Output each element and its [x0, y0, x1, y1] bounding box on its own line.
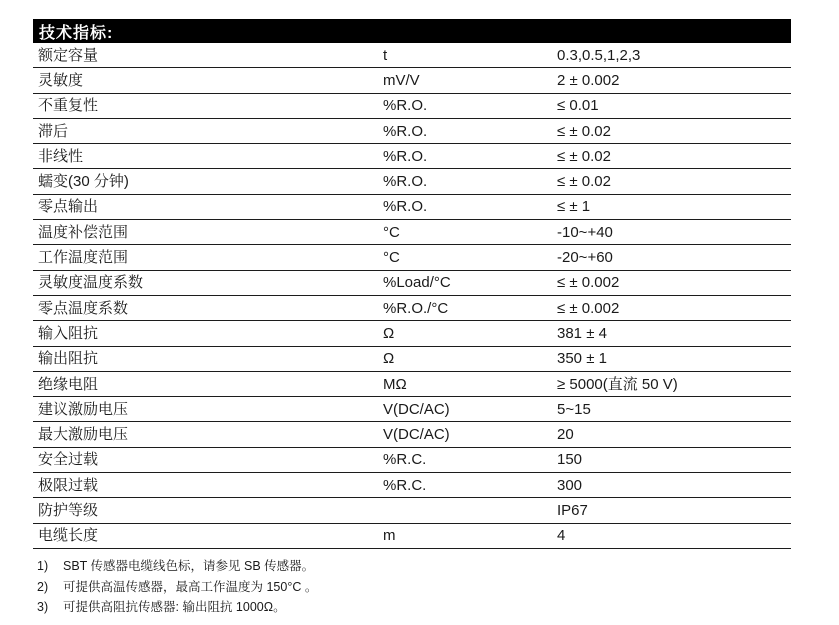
- table-row: [33, 296, 791, 321]
- parameter-value: ≤ ± 1: [557, 198, 591, 216]
- footnote-number: 1): [37, 559, 49, 573]
- parameter-value: ≤ 0.01: [557, 97, 599, 115]
- footnote-item: [37, 600, 317, 614]
- parameter-value: 0.3,0.5,1,2,3: [557, 46, 641, 64]
- parameter-unit: MΩ: [383, 375, 407, 393]
- parameter-name: 不重复性: [38, 97, 99, 115]
- parameter-unit: °C: [383, 223, 400, 241]
- parameter-unit: Ω: [383, 350, 395, 368]
- parameter-unit: mV/V: [383, 71, 420, 89]
- parameter-value: -10~+40: [557, 223, 613, 241]
- parameter-name: 滞后: [38, 122, 69, 140]
- table-row: [33, 473, 791, 498]
- table-row: [33, 68, 791, 93]
- parameter-value: 5~15: [557, 400, 591, 418]
- parameter-unit: Ω: [383, 324, 395, 342]
- table-row: [33, 245, 791, 270]
- table-row: [33, 43, 791, 68]
- spec-table: [33, 43, 791, 549]
- parameter-value: ≤ ± 0.02: [557, 173, 611, 191]
- table-row: [33, 321, 791, 346]
- parameter-name: 零点输出: [38, 198, 99, 216]
- parameter-name: 建议激励电压: [38, 400, 129, 418]
- parameter-name: 防护等级: [38, 501, 99, 519]
- parameter-unit: %R.C.: [383, 451, 427, 469]
- section-title: 技术指标:: [39, 24, 114, 42]
- parameter-unit: %R.O.: [383, 122, 428, 140]
- parameter-unit: V(DC/AC): [383, 426, 450, 444]
- parameter-name: 输入阻抗: [38, 324, 99, 342]
- parameter-unit: %R.O.: [383, 198, 428, 216]
- parameter-value: IP67: [557, 501, 588, 519]
- parameter-unit: %R.O.: [383, 147, 428, 165]
- parameter-unit: %R.C.: [383, 476, 427, 494]
- footnote-item: [37, 580, 317, 594]
- parameter-value: ≤ ± 0.02: [557, 147, 611, 165]
- parameter-value: 20: [557, 426, 574, 444]
- parameter-name: 最大激励电压: [38, 426, 129, 444]
- parameter-name: 极限过载: [38, 476, 99, 494]
- parameter-unit: %R.O.: [383, 97, 428, 115]
- parameter-value: 350 ± 1: [557, 350, 607, 368]
- footnotes: [37, 559, 317, 621]
- table-row: [33, 498, 791, 523]
- parameter-name: 绝缘电阻: [38, 375, 99, 393]
- footnote-number: 3): [37, 600, 49, 614]
- parameter-value: 4: [557, 527, 566, 545]
- parameter-value: ≤ ± 0.002: [557, 299, 620, 317]
- table-row: [33, 169, 791, 194]
- parameter-name: 温度补偿范围: [38, 223, 129, 241]
- parameter-name: 安全过载: [38, 451, 99, 469]
- parameter-unit: t: [383, 46, 388, 64]
- table-row: [33, 271, 791, 296]
- table-row: [33, 372, 791, 397]
- parameter-unit: %R.O./°C: [383, 299, 449, 317]
- table-row: [33, 524, 791, 549]
- table-row: [33, 195, 791, 220]
- parameter-unit: °C: [383, 249, 400, 267]
- parameter-unit: V(DC/AC): [383, 400, 450, 418]
- parameter-value: ≤ ± 0.002: [557, 274, 620, 292]
- parameter-name: 工作温度范围: [38, 249, 129, 267]
- table-row: [33, 397, 791, 422]
- footnote-item: [37, 559, 317, 573]
- footnote-text: 可提供高温传感器，最高工作温度为 150°C 。: [63, 579, 318, 594]
- parameter-value: 150: [557, 451, 583, 469]
- footnote-number: 2): [37, 579, 49, 594]
- parameter-value: 381 ± 4: [557, 324, 607, 342]
- parameter-value: -20~+60: [557, 249, 613, 267]
- section-header-bar: [33, 19, 791, 43]
- table-row: [33, 422, 791, 447]
- parameter-name: 灵敏度温度系数: [38, 274, 144, 292]
- table-row: [33, 347, 791, 372]
- table-row: [33, 119, 791, 144]
- parameter-name: 蠕变(30 分钟): [38, 173, 129, 191]
- parameter-value: ≥ 5000(直流 50 V): [557, 375, 678, 393]
- parameter-value: 300: [557, 476, 583, 494]
- parameter-name: 额定容量: [38, 46, 99, 64]
- parameter-name: 零点温度系数: [38, 299, 129, 317]
- table-row: [33, 94, 791, 119]
- parameter-name: 灵敏度: [38, 71, 84, 89]
- parameter-unit: %R.O.: [383, 173, 428, 191]
- table-row: [33, 144, 791, 169]
- parameter-name: 电缆长度: [38, 527, 99, 545]
- parameter-name: 非线性: [38, 147, 84, 165]
- parameter-value: ≤ ± 0.02: [557, 122, 611, 140]
- parameter-value: 2 ± 0.002: [557, 71, 620, 89]
- parameter-unit: m: [383, 527, 396, 545]
- footnote-text: 可提供高阻抗传感器: 输出阻抗 1000Ω。: [63, 600, 286, 614]
- parameter-name: 输出阻抗: [38, 350, 99, 368]
- table-row: [33, 220, 791, 245]
- footnote-text: SBT 传感器电缆线色标，请参见 SB 传感器。: [63, 559, 315, 573]
- parameter-unit: %Load/°C: [383, 274, 451, 292]
- table-row: [33, 448, 791, 473]
